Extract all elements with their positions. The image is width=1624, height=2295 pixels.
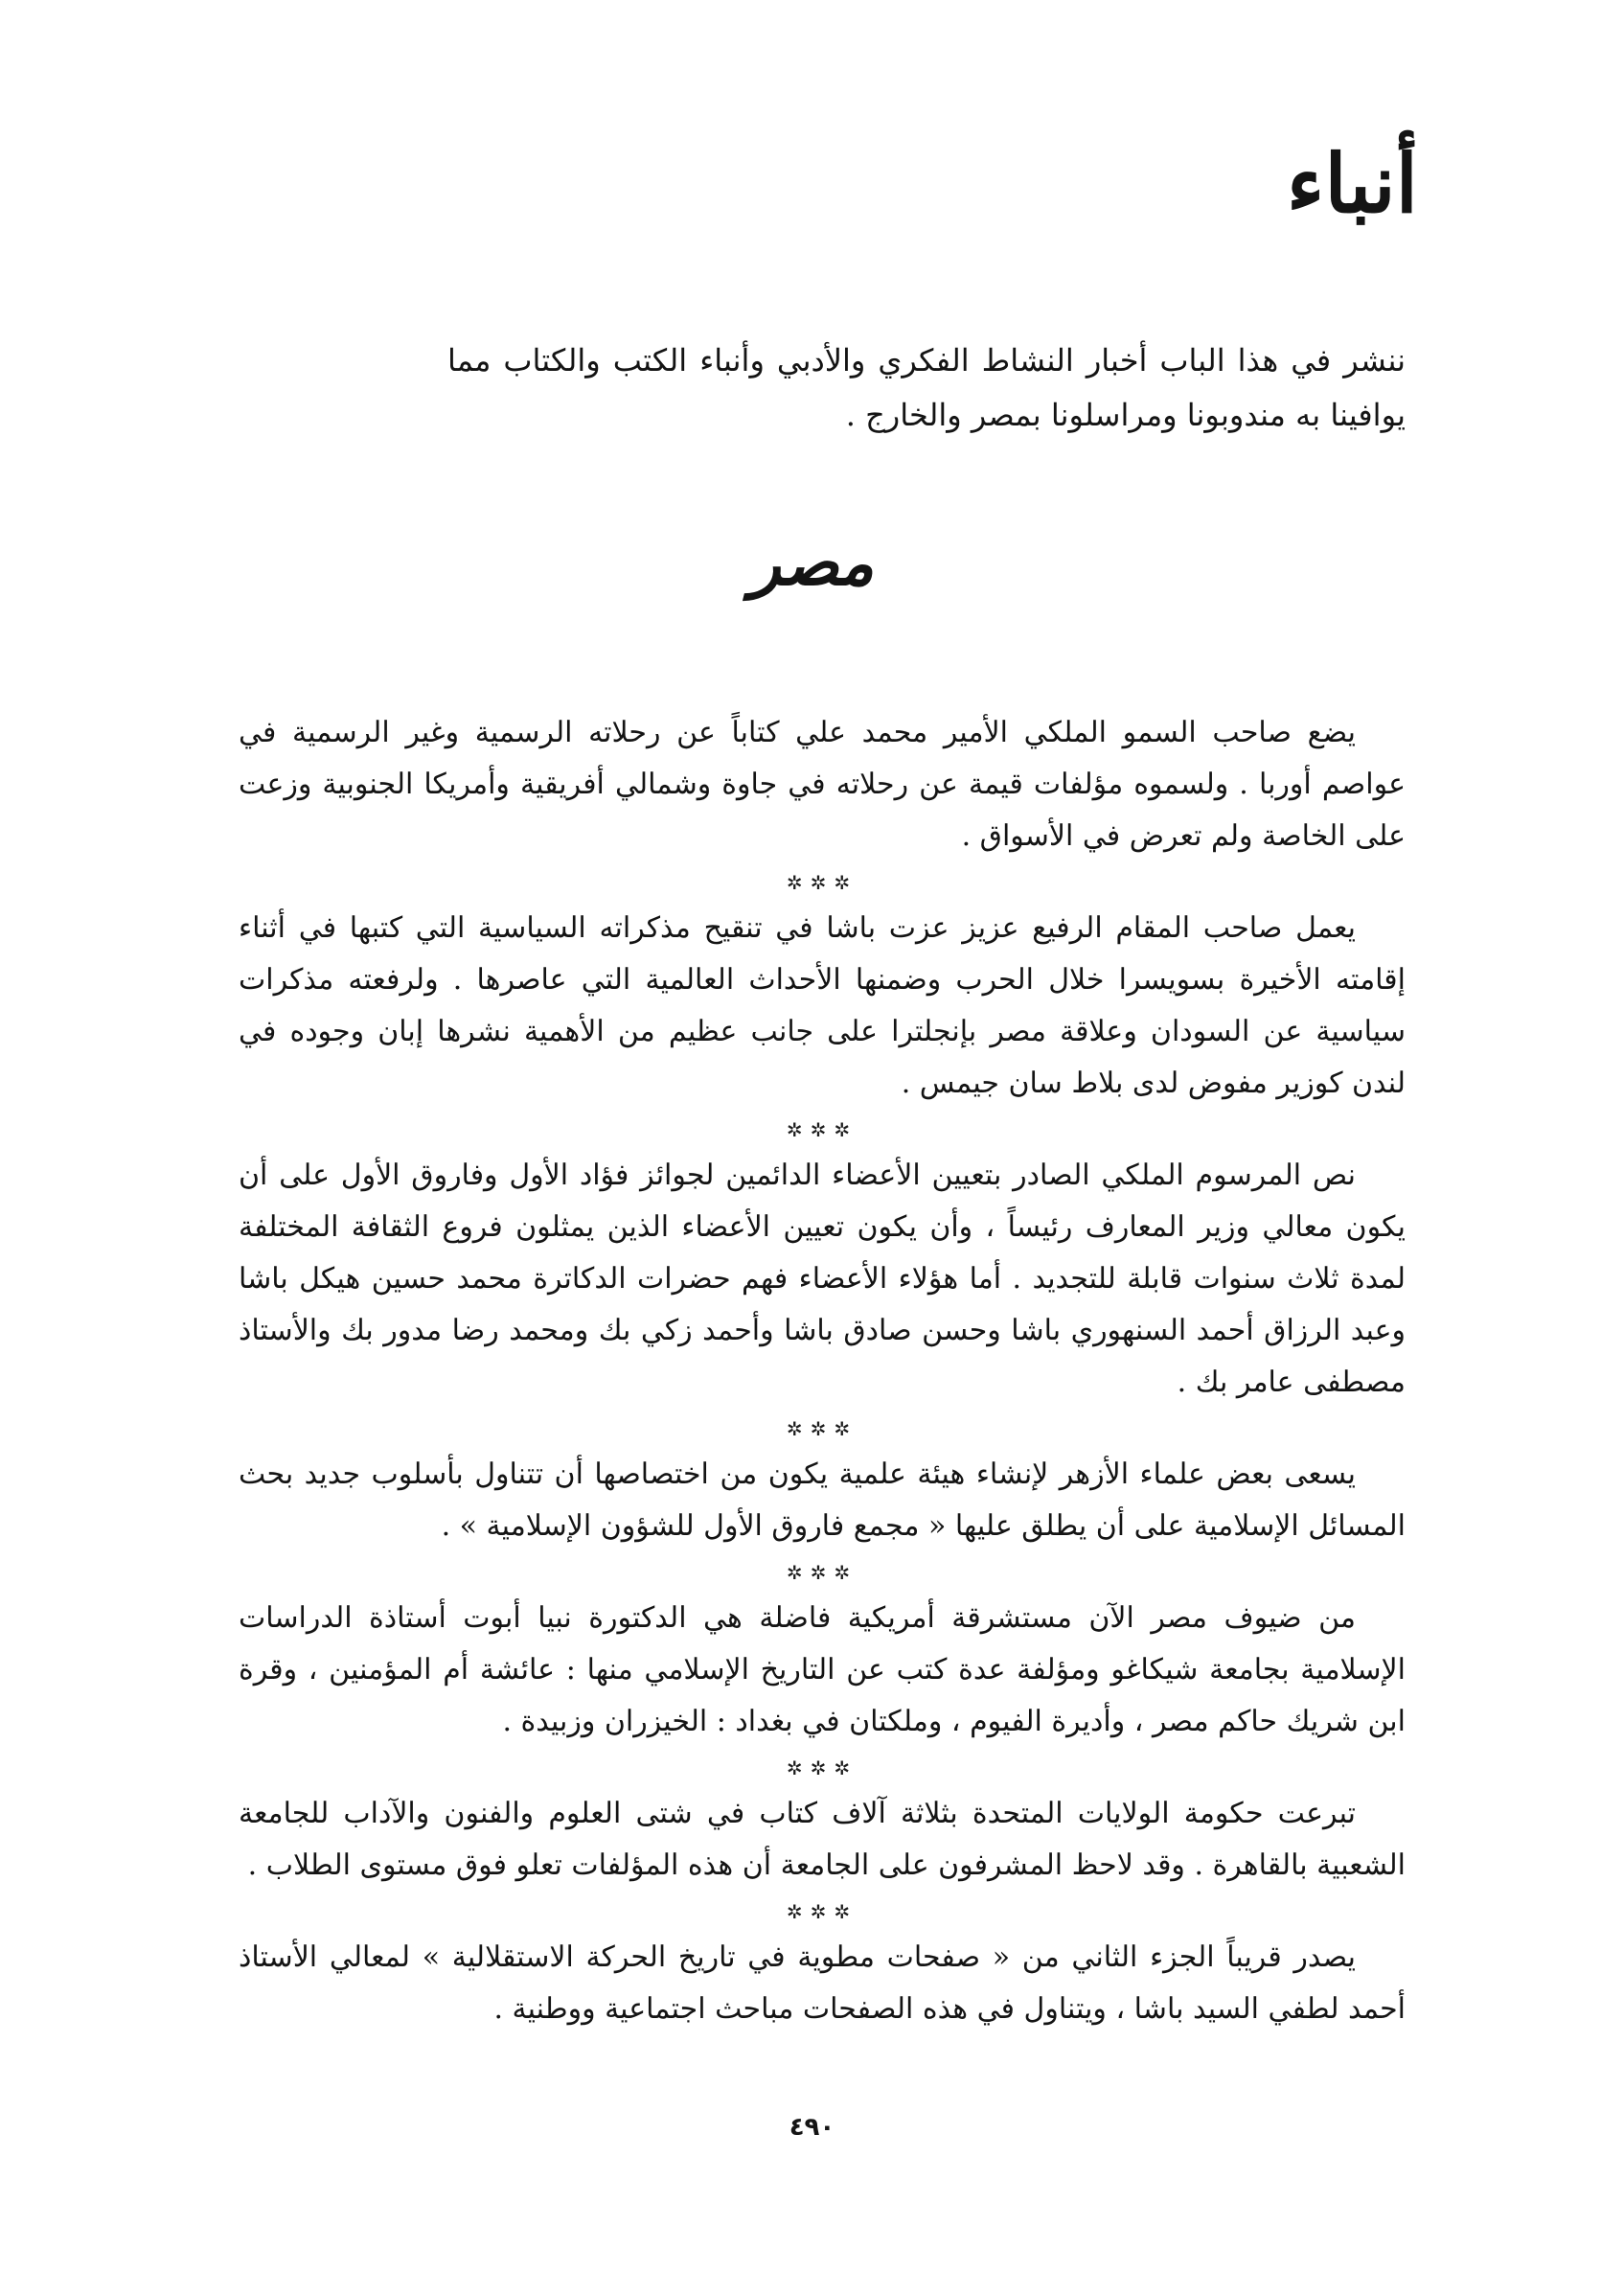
news-item: يسعى بعض علماء الأزهر لإنشاء هيئة علمية يكون من اختصاصها أن تتناول بأسلوب جديد بحث المسائل الإسلامية على أن يطلق عليها « مجمع فاروق الأول للشؤون الإسلامية » .	[239, 1457, 1406, 1543]
news-item: تبرعت حكومة الولايات المتحدة بثلاثة آلاف كتاب في شتى العلوم والفنون والآداب للجامعة الشعبية بالقاهرة . وقد لاحظ المشرفون على الجامعة أن هذه المؤلفات تعلو فوق مستوى الطلاب .	[239, 1797, 1406, 1882]
news-item: يعمل صاحب المقام الرفيع عزيز عزت باشا في تنقيح مذكراته السياسية التي كتبها في أثناء إقامته الأخيرة بسويسرا خلال الحرب وضمنها الأحداث العالمية التي عاصرها . ولرفعته مذكرات سياسية عن السودان وعلاقة مصر بإنجلترا على جانب عظيم من الأهمية نشرها إبان وجوده في لندن كوزير مفوض لدى بلاط سان جيمس .	[239, 911, 1406, 1100]
page-number: ٤٩٠	[789, 2113, 835, 2142]
separator-stars: ✲✲✲	[786, 1561, 858, 1584]
separator-stars: ✲✲✲	[786, 1756, 858, 1779]
separator-stars: ✲✲✲	[786, 871, 858, 894]
page-heading: أنباء	[1286, 136, 1418, 231]
news-item: يصدر قريباً الجزء الثاني من « صفحات مطوية في تاريخ الحركة الاستقلالية » لمعالي الأستاذ أحمد لطفي السيد باشا ، ويتناول في هذه الصفحات مباحث اجتماعية ووطنية .	[239, 1940, 1406, 2026]
separator-stars: ✲✲✲	[786, 1417, 858, 1440]
intro-paragraph: ننشر في هذا الباب أخبار النشاط الفكري والأدبي وأنباء الكتب والكتاب مما يوافينا به مندوبونا ومراسلونا بمصر والخارج .	[447, 342, 1406, 433]
news-item: من ضيوف مصر الآن مستشرقة أمريكية فاضلة هي الدكتورة نبيا أبوت أستاذة الدراسات الإسلامية بجامعة شيكاغو ومؤلفة عدة كتب عن التاريخ الإسلامي منها : عائشة أم المؤمنين ، وقرة ابن شريك حاكم مصر ، وأديرة الفيوم ، وملكتان في بغداد : الخيزران وزبيدة .	[239, 1601, 1406, 1738]
news-item: نص المرسوم الملكي الصادر بتعيين الأعضاء الدائمين لجوائز فؤاد الأول وفاروق الأول على أن يكون معالي وزير المعارف رئيساً ، وأن يكون تعيين الأعضاء الذين يمثلون فروع الثقافة المختلفة لمدة ثلاث سنوات قابلة للتجديد . أما هؤلاء الأعضاء فهم حضرات الدكاترة محمد حسين هيكل باشا وعبد الرزاق أحمد السنهوري باشا وحسن صادق باشا وأحمد زكي بك ومحمد رضا مدور بك والأستاذ مصطفى عامر بك .	[239, 1159, 1406, 1399]
separator-stars: ✲✲✲	[786, 1118, 858, 1141]
section-title: مصر	[749, 525, 874, 600]
news-item: يضع صاحب السمو الملكي الأمير محمد علي كتاباً عن رحلاته الرسمية وغير الرسمية في عواصم أوربا . ولسموه مؤلفات قيمة عن رحلاته في جاوة وشمالي أفريقية وأمريكا الجنوبية وزعت على الخاصة ولم تعرض في الأسواق .	[239, 716, 1407, 853]
separator-stars: ✲✲✲	[786, 1900, 858, 1923]
news-list	[239, 707, 1406, 2035]
